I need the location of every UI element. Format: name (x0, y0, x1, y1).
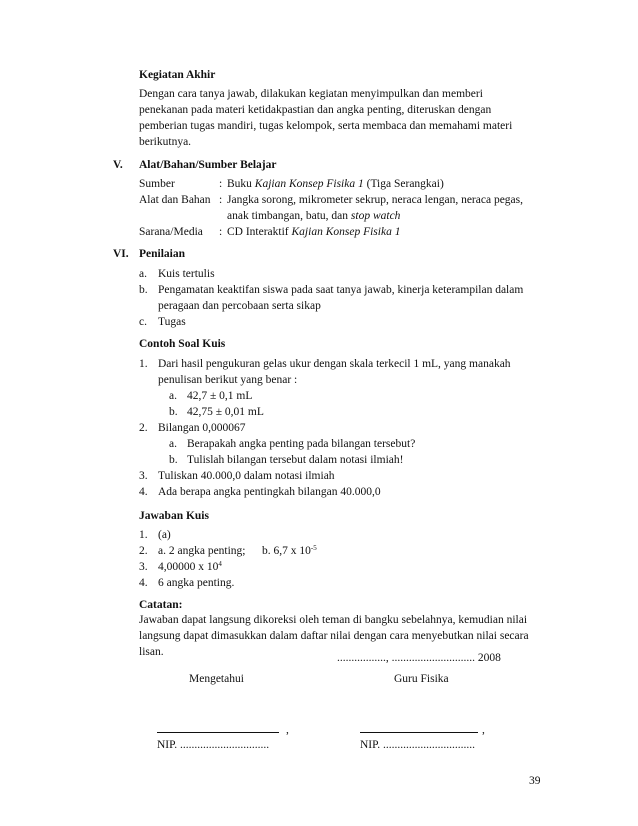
sumber-label: Sumber (139, 178, 175, 190)
q3-marker: 3. (139, 470, 148, 482)
catatan-line-1: Jawaban dapat langsung dikoreksi oleh teman di bangku sebelahnya, kemudian nilai (139, 614, 528, 626)
kegiatan-akhir-line-2: penekanan pada materi ketidakpastian dan angka penting, diteruskan dengan (139, 104, 492, 116)
q2-marker: 2. (139, 422, 148, 434)
q4-marker: 4. (139, 486, 148, 498)
signature-line-left (157, 732, 279, 733)
section-vi-title: Penilaian (139, 248, 186, 260)
a1-text: (a) (158, 529, 171, 541)
sarana-colon: : (219, 226, 223, 238)
sumber-colon: : (219, 178, 223, 190)
sarana-label: Sarana/Media (139, 226, 203, 238)
penilaian-item-c: Tugas (158, 316, 186, 328)
a3-marker: 3. (139, 561, 148, 573)
nip-left: NIP. ............................... (157, 739, 270, 751)
q2-option-a-marker: a. (169, 438, 177, 450)
catatan-line-3: lisan. (139, 646, 164, 658)
q2-option-b-marker: b. (169, 454, 178, 466)
penilaian-marker-a: a. (139, 268, 147, 280)
alat-line-2 (227, 208, 400, 224)
q1-line-1: Dari hasil pengukuran gelas ukur dengan skala terkecil 1 mL, yang manakah (158, 358, 511, 370)
alat-label: Alat dan Bahan (139, 194, 211, 206)
kegiatan-akhir-line-1: Dengan cara tanya jawab, dilakukan kegiatan menyimpulkan dan memberi (139, 88, 483, 100)
mengetahui-label: Mengetahui (189, 673, 244, 685)
sarana-value (227, 224, 400, 240)
alat-line-1: Jangka sorong, mikrometer sekrup, neraca lengan, neraca pegas, (227, 194, 524, 206)
q2-text: Bilangan 0,000067 (158, 422, 246, 434)
penilaian-item-b-line-1: Pengamatan keaktifan siswa pada saat tanya jawab, kinerja keterampilan dalam (158, 284, 524, 296)
a2-part-b (262, 543, 317, 559)
penilaian-marker-b: b. (139, 284, 148, 296)
a2-part-b-exponent: -5 (310, 544, 317, 552)
section-v-title: Alat/Bahan/Sumber Belajar (139, 159, 277, 171)
kegiatan-akhir-line-3: pemberian tugas mandiri, tugas kelompok, serta membaca dan memahami materi (139, 120, 513, 132)
q2-option-b: Tulislah bilangan tersebut dalam notasi ilmiah! (187, 454, 404, 466)
sarana-pre: CD Interaktif (227, 226, 292, 238)
alat-colon: : (219, 194, 223, 206)
a4-marker: 4. (139, 577, 148, 589)
penilaian-marker-c: c. (139, 316, 147, 328)
q1-option-b-marker: b. (169, 406, 178, 418)
sumber-value (227, 176, 444, 192)
signature-comma-right: , (482, 724, 485, 736)
q1-option-a: 42,7 ± 0,1 mL (187, 390, 253, 402)
a2-marker: 2. (139, 545, 148, 557)
section-vi-number: VI. (113, 248, 129, 260)
a3-text (158, 559, 222, 575)
q1-marker: 1. (139, 358, 148, 370)
q1-line-2: penulisan berikut yang benar : (158, 374, 298, 386)
guru-fisika-label: Guru Fisika (394, 673, 449, 685)
section-v-number: V. (113, 159, 123, 171)
place-date: ................., ............................. 2008 (337, 652, 501, 664)
catatan-title: Catatan: (139, 599, 183, 611)
jawaban-title: Jawaban Kuis (139, 510, 209, 522)
a3-exponent: 4 (218, 560, 222, 568)
q1-option-b: 42,75 ± 0,01 mL (187, 406, 264, 418)
contoh-soal-title: Contoh Soal Kuis (139, 338, 226, 350)
signature-line-right (360, 732, 478, 733)
q3-text: Tuliskan 40.000,0 dalam notasi ilmiah (158, 470, 335, 482)
penilaian-item-b-line-2: peragaan dan percobaan serta sikap (158, 300, 321, 312)
penilaian-item-a: Kuis tertulis (158, 268, 215, 280)
alat-line-2-pre: anak timbangan, batu, dan (227, 210, 351, 222)
a2-part-b-base: b. 6,7 x 10 (262, 545, 311, 557)
signature-comma-left: , (286, 724, 289, 736)
q4-text: Ada berapa angka pentingkah bilangan 40.000,0 (158, 486, 381, 498)
nip-right: NIP. ................................ (360, 739, 476, 751)
q1-option-a-marker: a. (169, 390, 177, 402)
a3-base: 4,00000 x 10 (158, 561, 219, 573)
alat-line-2-italic: stop watch (350, 210, 401, 222)
q2-option-a: Berapakah angka penting pada bilangan tersebut? (187, 438, 416, 450)
catatan-line-2: langsung dapat dimasukkan dalam daftar nilai dengan cara menyebutkan nilai secara (139, 630, 529, 642)
a2-part-a: a. 2 angka penting; (158, 545, 246, 557)
sarana-title: Kajian Konsep Fisika 1 (291, 226, 401, 238)
a1-marker: 1. (139, 529, 148, 541)
page-number: 39 (529, 775, 541, 787)
kegiatan-akhir-line-4: berikutnya. (139, 136, 192, 148)
kegiatan-akhir-title: Kegiatan Akhir (139, 69, 216, 81)
sumber-post: (Tiga Serangkai) (363, 178, 444, 190)
sumber-pre: Buku (227, 178, 255, 190)
a4-text: 6 angka penting. (158, 577, 235, 589)
sumber-book-title: Kajian Konsep Fisika 1 (254, 178, 364, 190)
